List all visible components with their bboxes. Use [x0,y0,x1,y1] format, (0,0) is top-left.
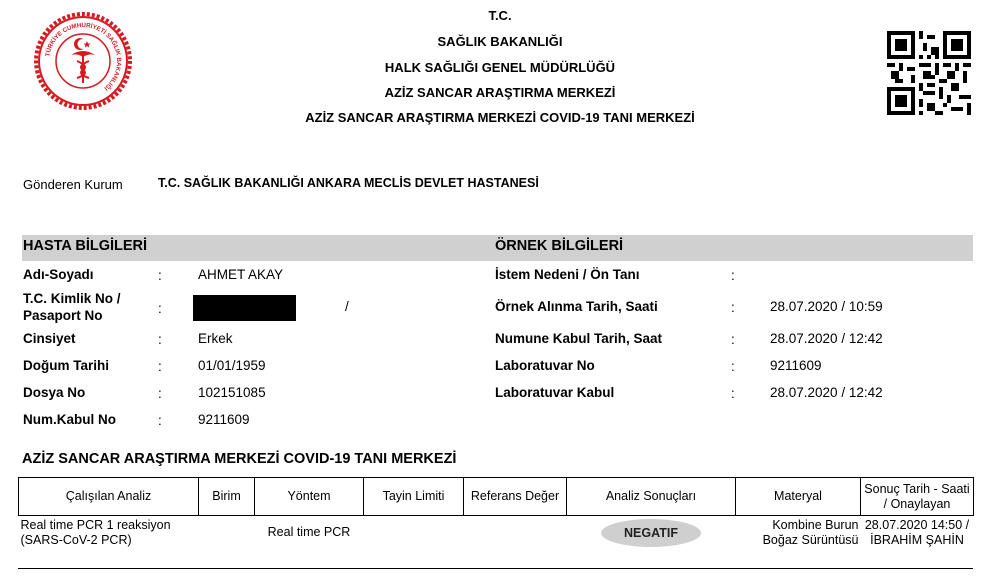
qr-code [887,31,971,115]
sender-label: Gönderen Kurum [23,177,123,192]
patient-name-value: AHMET AKAY [198,267,284,282]
col-limit: Tayin Limiti [364,478,464,516]
file-no-value: 102151085 [198,385,266,400]
table-bottom-divider [18,568,973,569]
header-ministry: SAĞLIK BAKANLIĞI [437,34,563,49]
sample-received-value: 28.07.2020 / 12:42 [770,331,883,346]
sample-received-label: Numune Kabul Tarih, Saat [495,331,663,346]
logo-ring-text: TÜRKİYE CUMHURİYETİ SAĞLIK BAKANLIĞI [44,21,123,92]
colon: : [731,386,735,401]
lab-no-label: Laboratuvar No [495,358,595,373]
analysis-subname: (SARS-CoV-2 PCR) [20,533,132,547]
colon: : [731,359,735,374]
sample-taken-value: 28.07.2020 / 10:59 [770,299,883,314]
analysis-cell [19,516,199,551]
ministry-logo [33,11,133,111]
redaction-box [193,295,296,321]
sample-info-title: ÖRNEK BİLGİLERİ [495,238,624,254]
acceptance-no-label: Num.Kabul No [23,412,116,427]
colon: : [158,301,162,316]
header-diagnosis-center: AZİZ SANCAR ARAŞTIRMA MERKEZİ COVID-19 TANI MERKEZİ [305,110,695,125]
colon: : [158,332,162,347]
material-cell [736,516,861,551]
results-table [18,477,974,550]
date-approver-cell [861,516,974,551]
acceptance-no-value: 9211609 [198,412,250,427]
result-date: 28.07.2020 14:50 / [864,518,970,532]
colon: : [158,268,162,283]
patient-info-title: HASTA BİLGİLERİ [23,238,148,254]
colon: : [731,268,735,283]
material-line-1: Kombine Burun [772,518,859,532]
lab-no-value: 9211609 [770,358,822,373]
header-center: AZİZ SANCAR ARAŞTIRMA MERKEZİ [384,85,616,100]
request-reason-label: İstem Nedeni / Ön Tanı [495,267,640,282]
col-result: Analiz Sonuçları [567,478,736,516]
col-material: Materyal [736,478,861,516]
col-method: Yöntem [255,478,364,516]
result-cell [567,516,736,551]
gender-label: Cinsiyet [23,331,76,346]
gender-value: Erkek [198,331,233,346]
analysis-name: Real time PCR 1 reaksiyon [20,518,171,532]
colon: : [158,413,162,428]
colon: : [158,386,162,401]
patient-id-value: / [345,299,349,314]
method-cell: Real time PCR [267,525,351,539]
col-unit: Birim [199,478,255,516]
reference-cell [464,516,567,551]
limit-cell [364,516,464,551]
patient-id-label: T.C. Kimlik No / [23,291,121,306]
col-date-approver: Sonuç Tarih - Saati / Onaylayan [861,478,974,516]
colon: : [158,359,162,374]
table-row [19,516,974,551]
col-reference: Referans Değer [464,478,567,516]
header-tc: T.C. [488,8,512,23]
lab-acceptance-value: 28.07.2020 / 12:42 [770,385,883,400]
results-section-title: AZİZ SANCAR ARAŞTIRMA MERKEZİ COVID-19 TANI MERKEZİ [22,451,457,467]
result-badge: NEGATIF [601,519,701,547]
header-directorate: HALK SAĞLIĞI GENEL MÜDÜRLÜĞÜ [384,60,616,75]
results-header-row [19,478,974,516]
colon: : [731,332,735,347]
lab-acceptance-label: Laboratuvar Kabul [495,385,615,400]
colon: : [731,300,735,315]
sender-value: T.C. SAĞLIK BAKANLIĞI ANKARA MECLİS DEVLET HASTANESİ [158,176,539,190]
approver-name: İBRAHİM ŞAHİN [870,533,964,547]
file-no-label: Dosya No [23,385,86,400]
birth-date-value: 01/01/1959 [198,358,266,373]
col-analysis: Çalışılan Analiz [19,478,199,516]
birth-date-label: Doğum Tarihi [23,358,109,373]
sample-taken-label: Örnek Alınma Tarih, Saati [495,299,658,314]
unit-cell [199,516,255,551]
patient-name-label: Adı-Soyadı [23,267,94,282]
material-line-2: Boğaz Sürüntüsü [762,533,859,547]
patient-passport-label: Pasaport No [23,308,103,323]
